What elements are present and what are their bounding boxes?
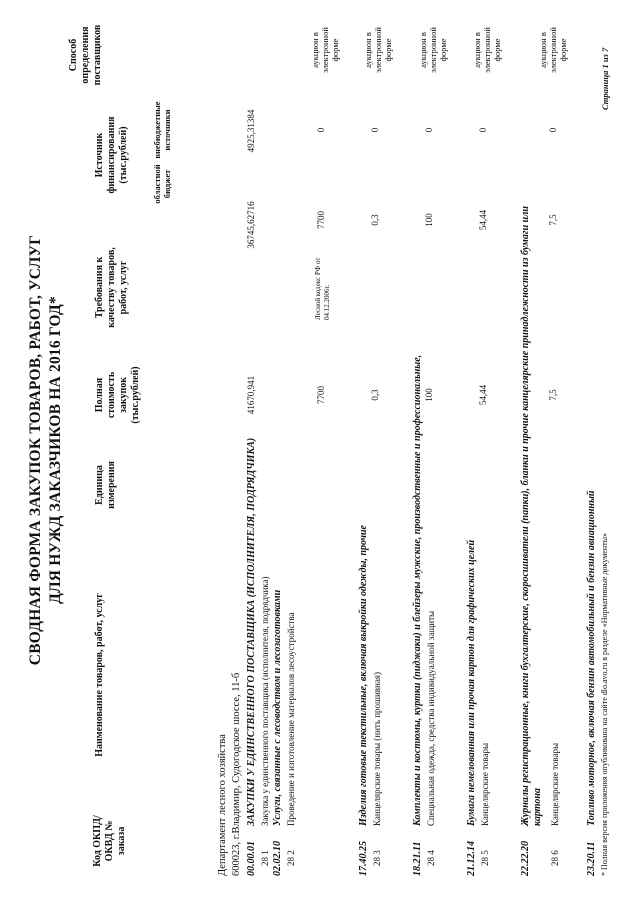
row-2-method: аукцион в электронной форме [310, 27, 340, 73]
section-heading-6: 22.22.20Журналы регистрационные, книги бухгалтерские, скоросшиватели (папки), бланки и прочие канцелярские принадлежности из бумаги или [520, 206, 531, 876]
header-financing-regional: областной бюджет [152, 164, 172, 204]
row-3-name: Канцелярские товары (нить прошивная) [372, 672, 382, 826]
rotated-content [20, 20, 620, 880]
row-6-total: 7,5 [548, 389, 558, 401]
section-heading-3: 17.40.25Изделия готовые текстильные, включая выкройки одежды, прочие [358, 524, 369, 876]
section-heading-2: 02.02.10Услуги, связанные с лесоводством и лесозаготовками [272, 589, 283, 876]
page-number: Страница 1 из 7 [600, 47, 610, 110]
row-3-method: аукцион в электронной форме [363, 27, 393, 73]
row-4-method: аукцион в электронной форме [418, 27, 448, 73]
row-5-extra: 0 [478, 127, 488, 133]
document-title-line-2: ДЛЯ НУЖД ЗАКАЗЧИКОВ НА 2016 ГОД* [47, 296, 64, 604]
section-heading-7: 23.20.11Топливо моторное, включая бензин автомобильный и бензин авиационный [586, 490, 597, 876]
summary-code: 00.00.01 [246, 841, 257, 876]
summary-total: 41670,941 [246, 375, 256, 415]
summary-extra: 4925,31384 [246, 109, 256, 153]
row-2-number: 28 2 [286, 850, 296, 866]
header-requirements: Требования к качеству товаров, работ, услуг [94, 247, 129, 328]
summary-title: ЗАКУПКИ У ЕДИНСТВЕННОГО ПОСТАВЩИКА (ИСПОЛНИТЕЛЯ, ПОДРЯДЧИКА) [246, 437, 257, 826]
row-4-total: 100 [424, 388, 434, 402]
organization-name: Департамент лесного хозяйства [217, 734, 228, 876]
row-3-regional: 0,3 [370, 214, 380, 226]
row-6-method: аукцион в электронной форме [538, 27, 568, 73]
header-unit: Единица измерения [94, 461, 117, 509]
row-1-name: Закупка у единственного поставщика (исполнителя, подрядчика) [260, 576, 270, 826]
row-2-regional: 7700 [316, 211, 326, 229]
row-3-total: 0,3 [370, 389, 380, 401]
section-heading-6-cont: картона [532, 788, 543, 826]
row-2-extra: 0 [316, 127, 326, 133]
row-5-method: аукцион в электронной форме [472, 27, 502, 73]
row-2-total: 7700 [316, 386, 326, 404]
header-method: Способ определения поставщиков [68, 24, 103, 86]
row-3-extra: 0 [370, 127, 380, 133]
section-heading-5: 21.12.14Бумага немелованная или прочая картон для графических целей [466, 539, 477, 876]
row-6-name: Канцелярские товары [550, 742, 560, 826]
row-2-requirements: Лесной кодекс РФ от 04.12.2006г. [314, 257, 331, 320]
document-title-line-1: СВОДНАЯ ФОРМА ЗАКУПОК ТОВАРОВ, РАБОТ, УСЛУГ [27, 234, 44, 666]
row-6-number: 28 6 [550, 850, 560, 866]
row-6-regional: 7,5 [548, 214, 558, 226]
row-4-regional: 100 [424, 213, 434, 227]
row-4-number: 28 4 [426, 850, 436, 866]
organization-address: 600023, г.Владимир, Судогодское шоссе, 11-б [231, 672, 242, 876]
row-2-name: Проведение и изготовление материалов лесоустройства [286, 612, 296, 826]
row-5-name: Канцелярские товары [480, 742, 490, 826]
row-6-extra: 0 [548, 127, 558, 133]
row-5-regional: 54,44 [478, 209, 488, 231]
header-financing-extra: внебюджетные источники [152, 101, 172, 159]
row-4-extra: 0 [424, 127, 434, 133]
footnote: * Полная версия приложения опубликована на сайте dlo.avo.ru в разделе «Нормативные документы» [600, 533, 609, 876]
row-3-number: 28 3 [372, 850, 382, 866]
header-total: Полная стоимость закупок (тыс.рублей) [94, 366, 141, 424]
section-heading-4: 18.21.11Комплекты и костюмы, куртки (пиджаки) и блейзеры мужские, производственные и профессиональные, [412, 354, 423, 876]
summary-regional: 36745,62716 [246, 201, 256, 249]
row-5-number: 28 5 [480, 850, 490, 866]
summary-section-heading [246, 438, 258, 876]
header-code: Код ОКПД/ ОКВД № заказа [92, 815, 127, 867]
header-name: Наименование товаров, работ, услуг [94, 593, 105, 757]
row-4-name: Специальная одежда, средства индивидуальной защиты [426, 610, 436, 826]
row-5-total: 54,44 [478, 384, 488, 406]
row-1-number: 28 1 [260, 850, 270, 866]
header-financing: Источник финансирования (тыс.рублей) [94, 116, 129, 194]
